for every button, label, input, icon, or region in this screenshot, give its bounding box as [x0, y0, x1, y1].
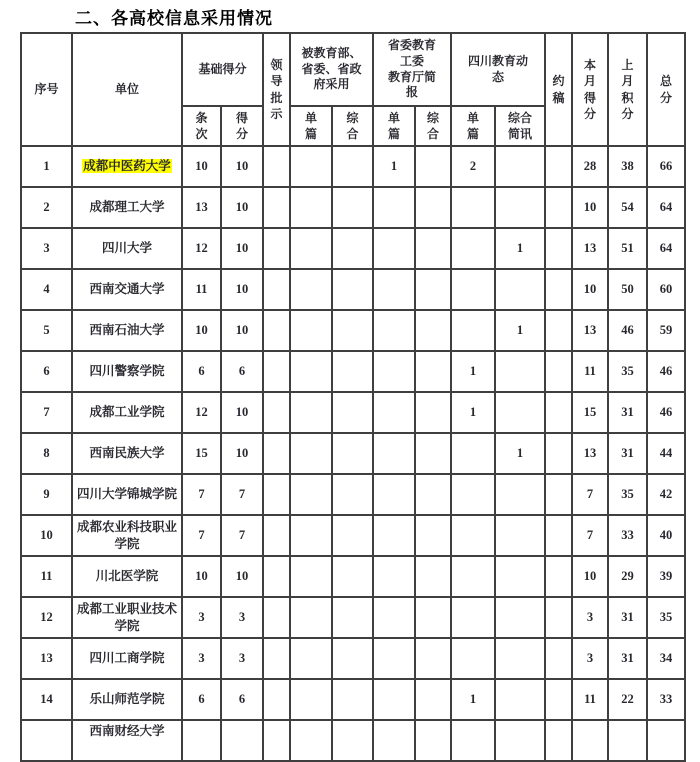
- table-row: [21, 351, 685, 392]
- row-number-cell: 9: [21, 474, 72, 515]
- value-cell: [495, 146, 545, 187]
- col-header-base-score: 基础得分: [182, 33, 263, 106]
- value-cell: [332, 515, 373, 556]
- value-cell: 7: [182, 515, 221, 556]
- table-row: [21, 720, 685, 761]
- value-cell: [373, 597, 415, 638]
- value-cell: 7: [182, 474, 221, 515]
- value-cell: 1: [451, 392, 495, 433]
- value-cell: [415, 638, 451, 679]
- table-row: [21, 146, 685, 187]
- value-cell: 10: [182, 556, 221, 597]
- value-cell: 46: [608, 310, 647, 351]
- value-cell: [290, 679, 332, 720]
- value-cell: [332, 392, 373, 433]
- value-cell: [263, 187, 290, 228]
- value-cell: [415, 515, 451, 556]
- table-row: [21, 597, 685, 638]
- value-cell: [290, 269, 332, 310]
- unit-name: 川北医学院: [95, 569, 159, 584]
- value-cell: 46: [647, 351, 685, 392]
- value-cell: [263, 146, 290, 187]
- value-cell: [495, 597, 545, 638]
- unit-name: 西南民族大学: [89, 446, 165, 461]
- value-cell: 3: [572, 638, 608, 679]
- value-cell: 60: [647, 269, 685, 310]
- value-cell: [495, 556, 545, 597]
- value-cell: [415, 556, 451, 597]
- value-cell: 66: [647, 146, 685, 187]
- value-cell: 10: [221, 556, 263, 597]
- value-cell: [373, 433, 415, 474]
- unit-name: 乐山师范学院: [89, 692, 165, 707]
- value-cell: [451, 187, 495, 228]
- unit-name-cell: [72, 597, 182, 638]
- col-header-bulletin: 省委教育工委教育厅简报: [373, 33, 451, 106]
- value-cell: [545, 597, 572, 638]
- value-cell: [332, 351, 373, 392]
- value-cell: [545, 351, 572, 392]
- table-row: [21, 474, 685, 515]
- row-number-cell: 3: [21, 228, 72, 269]
- value-cell: [263, 556, 290, 597]
- value-cell: [451, 515, 495, 556]
- unit-name-cell: [72, 392, 182, 433]
- value-cell: [332, 146, 373, 187]
- value-cell: 7: [221, 474, 263, 515]
- value-cell: 3: [182, 638, 221, 679]
- unit-name: 成都工业职业技术学院: [76, 602, 177, 633]
- value-cell: [290, 515, 332, 556]
- subcol-header-score: 得分: [221, 106, 263, 146]
- value-cell: 3: [572, 597, 608, 638]
- table-row: [21, 556, 685, 597]
- value-cell: [451, 310, 495, 351]
- value-cell: 10: [182, 146, 221, 187]
- value-cell: 54: [608, 187, 647, 228]
- value-cell: 12: [182, 392, 221, 433]
- unit-name: 西南交通大学: [89, 282, 165, 297]
- table-row: [21, 638, 685, 679]
- value-cell: [415, 228, 451, 269]
- value-cell: [545, 269, 572, 310]
- value-cell: [415, 310, 451, 351]
- value-cell: [451, 228, 495, 269]
- row-number-cell: 5: [21, 310, 72, 351]
- value-cell: 2: [451, 146, 495, 187]
- value-cell: 3: [221, 597, 263, 638]
- value-cell: 42: [647, 474, 685, 515]
- value-cell: 11: [182, 269, 221, 310]
- value-cell: 15: [572, 392, 608, 433]
- value-cell: [495, 679, 545, 720]
- value-cell: 64: [647, 187, 685, 228]
- table-row: [21, 310, 685, 351]
- value-cell: [451, 269, 495, 310]
- value-cell: [290, 720, 332, 761]
- subcol-header-combined-2: 综合: [415, 106, 451, 146]
- value-cell: [415, 146, 451, 187]
- value-cell: [545, 720, 572, 761]
- row-number-cell: [21, 720, 72, 761]
- unit-name: 四川警察学院: [89, 364, 165, 379]
- value-cell: [495, 720, 545, 761]
- value-cell: [332, 433, 373, 474]
- value-cell: 50: [608, 269, 647, 310]
- value-cell: 46: [647, 392, 685, 433]
- row-number-cell: 11: [21, 556, 72, 597]
- value-cell: 28: [572, 146, 608, 187]
- unit-name: 成都中医药大学: [83, 159, 171, 174]
- value-cell: [332, 638, 373, 679]
- value-cell: 13: [182, 187, 221, 228]
- unit-name: 四川工商学院: [89, 651, 165, 666]
- value-cell: [451, 474, 495, 515]
- value-cell: 6: [221, 351, 263, 392]
- value-cell: [290, 597, 332, 638]
- value-cell: 10: [221, 187, 263, 228]
- subcol-header-single-1: 单篇: [290, 106, 332, 146]
- value-cell: [545, 474, 572, 515]
- value-cell: 3: [182, 597, 221, 638]
- value-cell: [263, 720, 290, 761]
- value-cell: [647, 720, 685, 761]
- value-cell: 22: [608, 679, 647, 720]
- value-cell: 35: [647, 597, 685, 638]
- value-cell: [451, 433, 495, 474]
- unit-name: 成都农业科技职业学院: [76, 520, 177, 551]
- value-cell: 13: [572, 228, 608, 269]
- value-cell: [290, 392, 332, 433]
- value-cell: [263, 351, 290, 392]
- value-cell: 1: [451, 351, 495, 392]
- value-cell: 6: [182, 351, 221, 392]
- row-number-cell: 13: [21, 638, 72, 679]
- value-cell: 7: [572, 474, 608, 515]
- value-cell: [495, 392, 545, 433]
- value-cell: 31: [608, 433, 647, 474]
- value-cell: 1: [495, 433, 545, 474]
- value-cell: [263, 310, 290, 351]
- value-cell: [415, 433, 451, 474]
- unit-name-cell: [72, 228, 182, 269]
- unit-name: 西南石油大学: [89, 323, 165, 338]
- value-cell: 6: [182, 679, 221, 720]
- unit-name-cell: [72, 679, 182, 720]
- value-cell: [545, 556, 572, 597]
- unit-name: 四川大学: [101, 241, 152, 256]
- value-cell: 40: [647, 515, 685, 556]
- value-cell: [263, 392, 290, 433]
- subcol-header-combined-brief: 综合简讯: [495, 106, 545, 146]
- value-cell: 13: [572, 433, 608, 474]
- col-header-leader-remark: 领导批示: [263, 33, 290, 146]
- unit-name-cell: [72, 720, 182, 761]
- value-cell: [545, 310, 572, 351]
- value-cell: [332, 228, 373, 269]
- value-cell: [332, 556, 373, 597]
- value-cell: [332, 679, 373, 720]
- value-cell: 33: [608, 515, 647, 556]
- col-header-adopted-by-ministry: 被教育部、省委、省政府采用: [290, 33, 373, 106]
- subcol-header-single-2: 单篇: [373, 106, 415, 146]
- value-cell: [545, 146, 572, 187]
- unit-name-cell: [72, 310, 182, 351]
- value-cell: [263, 679, 290, 720]
- unit-name-cell: [72, 638, 182, 679]
- table-row: [21, 679, 685, 720]
- value-cell: 31: [608, 638, 647, 679]
- unit-name: 成都理工大学: [89, 200, 165, 215]
- value-cell: [290, 638, 332, 679]
- value-cell: 10: [221, 228, 263, 269]
- table-row: [21, 187, 685, 228]
- value-cell: [373, 515, 415, 556]
- value-cell: 10: [221, 392, 263, 433]
- value-cell: [415, 679, 451, 720]
- unit-name-cell: [72, 146, 182, 187]
- value-cell: 33: [647, 679, 685, 720]
- value-cell: 10: [572, 187, 608, 228]
- value-cell: 3: [221, 638, 263, 679]
- subcol-header-items: 条次: [182, 106, 221, 146]
- value-cell: [451, 597, 495, 638]
- value-cell: [182, 720, 221, 761]
- value-cell: 38: [608, 146, 647, 187]
- row-number-cell: 8: [21, 433, 72, 474]
- value-cell: [373, 556, 415, 597]
- unit-name-cell: [72, 515, 182, 556]
- value-cell: 13: [572, 310, 608, 351]
- value-cell: [332, 187, 373, 228]
- value-cell: [608, 720, 647, 761]
- unit-name-cell: [72, 433, 182, 474]
- value-cell: [495, 474, 545, 515]
- universities-score-table: [20, 32, 686, 762]
- value-cell: [290, 433, 332, 474]
- value-cell: 10: [221, 310, 263, 351]
- value-cell: [332, 474, 373, 515]
- row-number-cell: 7: [21, 392, 72, 433]
- value-cell: [495, 638, 545, 679]
- row-number-cell: 10: [21, 515, 72, 556]
- value-cell: [545, 228, 572, 269]
- value-cell: [415, 392, 451, 433]
- value-cell: 11: [572, 679, 608, 720]
- row-number-cell: 2: [21, 187, 72, 228]
- value-cell: 10: [221, 146, 263, 187]
- col-header-total: 总分: [647, 33, 685, 146]
- row-number-cell: 12: [21, 597, 72, 638]
- col-header-month-score: 本月得分: [572, 33, 608, 146]
- value-cell: 29: [608, 556, 647, 597]
- value-cell: [415, 474, 451, 515]
- value-cell: [545, 515, 572, 556]
- value-cell: [263, 433, 290, 474]
- value-cell: [263, 638, 290, 679]
- value-cell: [373, 474, 415, 515]
- value-cell: [290, 146, 332, 187]
- value-cell: 10: [221, 433, 263, 474]
- col-header-sichuan-education-news: 四川教育动态: [451, 33, 545, 106]
- value-cell: [495, 269, 545, 310]
- value-cell: 39: [647, 556, 685, 597]
- value-cell: 31: [608, 597, 647, 638]
- value-cell: 34: [647, 638, 685, 679]
- table-row: [21, 392, 685, 433]
- value-cell: 1: [495, 228, 545, 269]
- value-cell: [495, 187, 545, 228]
- value-cell: [263, 228, 290, 269]
- row-number-cell: 6: [21, 351, 72, 392]
- unit-name-cell: [72, 187, 182, 228]
- value-cell: [263, 269, 290, 310]
- value-cell: [572, 720, 608, 761]
- value-cell: [290, 556, 332, 597]
- value-cell: 7: [572, 515, 608, 556]
- value-cell: 1: [373, 146, 415, 187]
- value-cell: [373, 392, 415, 433]
- table-row: [21, 228, 685, 269]
- unit-name-cell: [72, 351, 182, 392]
- value-cell: [221, 720, 263, 761]
- col-header-no: 序号: [21, 33, 72, 146]
- value-cell: [290, 310, 332, 351]
- row-number-cell: 14: [21, 679, 72, 720]
- value-cell: [373, 351, 415, 392]
- value-cell: 31: [608, 392, 647, 433]
- value-cell: [373, 638, 415, 679]
- value-cell: 51: [608, 228, 647, 269]
- value-cell: [415, 187, 451, 228]
- table-row: [21, 433, 685, 474]
- value-cell: [373, 720, 415, 761]
- value-cell: 11: [572, 351, 608, 392]
- value-cell: [290, 351, 332, 392]
- value-cell: 64: [647, 228, 685, 269]
- value-cell: 35: [608, 474, 647, 515]
- unit-name: 西南财经大学: [89, 724, 165, 738]
- col-header-last-month-points: 上月积分: [608, 33, 647, 146]
- value-cell: [415, 351, 451, 392]
- unit-name-cell: [72, 556, 182, 597]
- row-number-cell: 4: [21, 269, 72, 310]
- value-cell: [332, 269, 373, 310]
- unit-name-cell: [72, 269, 182, 310]
- value-cell: [415, 720, 451, 761]
- value-cell: [495, 515, 545, 556]
- value-cell: [290, 187, 332, 228]
- value-cell: 35: [608, 351, 647, 392]
- value-cell: [263, 474, 290, 515]
- value-cell: [290, 228, 332, 269]
- value-cell: [495, 351, 545, 392]
- value-cell: [451, 720, 495, 761]
- value-cell: 1: [495, 310, 545, 351]
- value-cell: 44: [647, 433, 685, 474]
- col-header-unit: 单位: [72, 33, 182, 146]
- unit-name: 成都工业学院: [89, 405, 165, 420]
- value-cell: [415, 597, 451, 638]
- value-cell: 10: [572, 556, 608, 597]
- value-cell: 59: [647, 310, 685, 351]
- value-cell: [332, 720, 373, 761]
- value-cell: [545, 433, 572, 474]
- table-body: [21, 146, 685, 761]
- value-cell: [451, 638, 495, 679]
- value-cell: [373, 679, 415, 720]
- value-cell: [332, 310, 373, 351]
- value-cell: [415, 269, 451, 310]
- value-cell: 1: [451, 679, 495, 720]
- value-cell: [373, 228, 415, 269]
- value-cell: [263, 597, 290, 638]
- value-cell: [290, 474, 332, 515]
- row-number-cell: 1: [21, 146, 72, 187]
- value-cell: 15: [182, 433, 221, 474]
- unit-name-cell: [72, 474, 182, 515]
- value-cell: 12: [182, 228, 221, 269]
- value-cell: [545, 638, 572, 679]
- table-row: [21, 269, 685, 310]
- value-cell: 10: [572, 269, 608, 310]
- value-cell: [373, 310, 415, 351]
- value-cell: 7: [221, 515, 263, 556]
- value-cell: 10: [182, 310, 221, 351]
- section-title: 二、各高校信息采用情况: [75, 9, 273, 28]
- table-row: [21, 515, 685, 556]
- unit-name: 四川大学锦城学院: [76, 487, 177, 502]
- value-cell: [545, 679, 572, 720]
- value-cell: 10: [221, 269, 263, 310]
- value-cell: [451, 556, 495, 597]
- col-header-commissioned: 约稿: [545, 33, 572, 146]
- subcol-header-combined-1: 综合: [332, 106, 373, 146]
- value-cell: [545, 392, 572, 433]
- value-cell: [545, 187, 572, 228]
- value-cell: [332, 597, 373, 638]
- value-cell: [373, 269, 415, 310]
- table-header: [21, 33, 685, 146]
- value-cell: [263, 515, 290, 556]
- value-cell: [373, 187, 415, 228]
- value-cell: 6: [221, 679, 263, 720]
- subcol-header-single-3: 单篇: [451, 106, 495, 146]
